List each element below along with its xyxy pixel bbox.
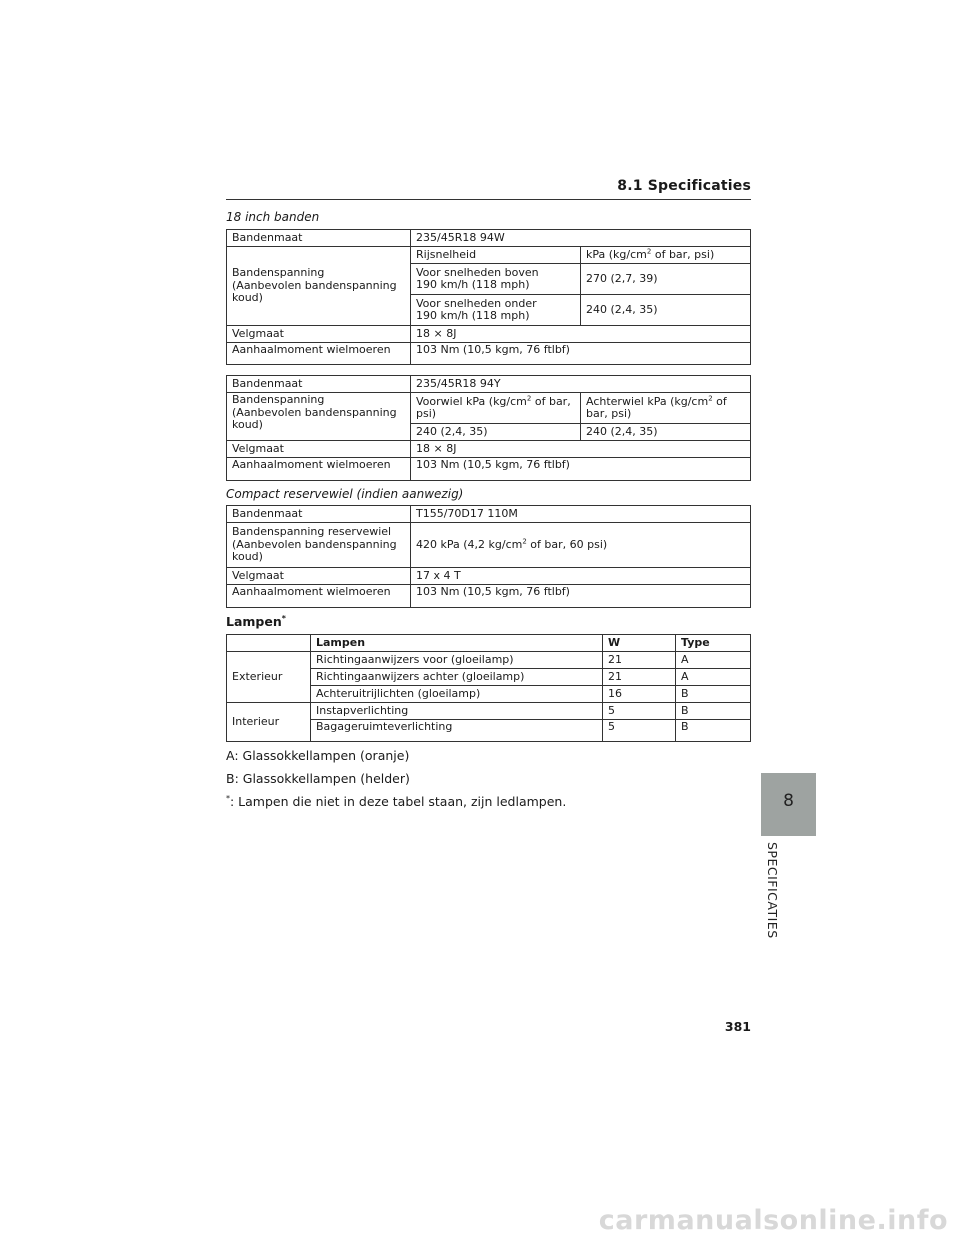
size-value: T155/70D17 110M [411, 506, 751, 523]
caption-spare-wheel: Compact reservewiel (indien aanwezig) [226, 487, 464, 501]
table-row [227, 523, 751, 568]
lamp-name: Richtingaanwijzers voor (gloeilamp) [311, 652, 603, 669]
table-row [227, 585, 751, 608]
lamp-name: Achteruitrijlichten (gloeilamp) [311, 686, 603, 703]
size-label: Bandenmaat [227, 230, 411, 247]
pressure-value: 420 kPa (4,2 $kg/cm^2$ of bar, 60 psi) [411, 523, 751, 568]
above-speed-value: 270 (2,7, 39) [581, 264, 751, 295]
rim-label: Velgmaat [227, 441, 411, 458]
lamp-watt: 5 [603, 703, 676, 720]
lamp-watt: 21 [603, 652, 676, 669]
lamp-type: A [676, 669, 751, 686]
lamp-type: B [676, 703, 751, 720]
section-title: 8.1 Specificaties [617, 178, 751, 194]
chapter-number: 8 [783, 791, 794, 811]
speed-header: Rijsnelheid [411, 247, 581, 264]
exterior-label: Exterieur [227, 652, 311, 703]
unit-header: kPa ($kg/cm^2$ of bar, psi) [581, 247, 751, 264]
tyre-table-94y [226, 375, 751, 481]
table-row [227, 703, 751, 720]
front-wheel-value: 240 (2,4, 35) [411, 424, 581, 441]
chapter-label: SPECIFICATIES [765, 842, 780, 939]
lamp-watt: 21 [603, 669, 676, 686]
lamp-name: Richtingaanwijzers achter (gloeilamp) [311, 669, 603, 686]
page-number: 381 [724, 1019, 751, 1034]
table-header-row [227, 635, 751, 652]
page-header [226, 178, 751, 200]
torque-label: Aanhaalmoment wielmoeren [227, 458, 411, 481]
rim-value: 17 x 4 T [411, 568, 751, 585]
note-led: *: Lampen die niet in deze tabel staan, zijn ledlampen. [226, 794, 567, 810]
rim-value: 18 × 8J [411, 326, 751, 343]
lamp-name: Bagageruimteverlichting [311, 720, 603, 742]
lamp-watt: 16 [603, 686, 676, 703]
table-row [227, 652, 751, 669]
lamp-type: A [676, 652, 751, 669]
pressure-label: Bandenspanning (Aanbevolen bandenspanning koud) [227, 393, 411, 441]
size-value: 235/45R18 94W [411, 230, 751, 247]
table-row [227, 230, 751, 247]
pressure-label: Bandenspanning reservewiel (Aanbevolen bandenspanning koud) [227, 523, 411, 568]
table-row [227, 393, 751, 424]
table-row [227, 326, 751, 343]
size-label: Bandenmaat [227, 506, 411, 523]
table-row [227, 568, 751, 585]
note-b: B: Glassokkellampen (helder) [226, 771, 410, 786]
front-wheel-header: Voorwiel kPa ($kg/cm^2$ of bar, psi) [411, 393, 581, 424]
torque-value: 103 Nm (10,5 kgm, 76 ftlbf) [411, 585, 751, 608]
tyre-table-94w [226, 229, 751, 365]
below-speed-value: 240 (2,4, 35) [581, 295, 751, 326]
column-header: Lampen [311, 635, 603, 652]
torque-value: 103 Nm (10,5 kgm, 76 ftlbf) [411, 343, 751, 365]
rim-label: Velgmaat [227, 326, 411, 343]
lamp-watt: 5 [603, 720, 676, 742]
rim-value: 18 × 8J [411, 441, 751, 458]
watermark: carmanualsonline.info [598, 1205, 948, 1236]
torque-value: 103 Nm (10,5 kgm, 76 ftlbf) [411, 458, 751, 481]
lamp-type: B [676, 720, 751, 742]
table-row [227, 506, 751, 523]
size-value: 235/45R18 94Y [411, 376, 751, 393]
torque-label: Aanhaalmoment wielmoeren [227, 343, 411, 365]
caption-18-inch: 18 inch banden [226, 210, 320, 224]
lamps-heading: Lampen* [226, 614, 286, 630]
column-header: Type [676, 635, 751, 652]
lamp-name: Instapverlichting [311, 703, 603, 720]
table-row [227, 247, 751, 264]
column-header: W [603, 635, 676, 652]
table-row [227, 343, 751, 365]
pressure-label: Bandenspanning (Aanbevolen bandenspanning koud) [227, 247, 411, 326]
blank-header-cell [227, 635, 311, 652]
spare-wheel-table [226, 505, 751, 608]
above-speed-label: Voor snelheden boven 190 km/h (118 mph) [411, 264, 581, 295]
torque-label: Aanhaalmoment wielmoeren [227, 585, 411, 608]
below-speed-label: Voor snelheden onder 190 km/h (118 mph) [411, 295, 581, 326]
size-label: Bandenmaat [227, 376, 411, 393]
rear-wheel-header: Achterwiel kPa ($kg/cm^2$ of bar, psi) [581, 393, 751, 424]
rim-label: Velgmaat [227, 568, 411, 585]
lamps-table [226, 634, 751, 742]
chapter-tab [761, 773, 816, 836]
note-a: A: Glassokkellampen (oranje) [226, 748, 410, 763]
lamp-type: B [676, 686, 751, 703]
table-row [227, 441, 751, 458]
interior-label: Interieur [227, 703, 311, 742]
table-row [227, 458, 751, 481]
rear-wheel-value: 240 (2,4, 35) [581, 424, 751, 441]
table-row [227, 376, 751, 393]
